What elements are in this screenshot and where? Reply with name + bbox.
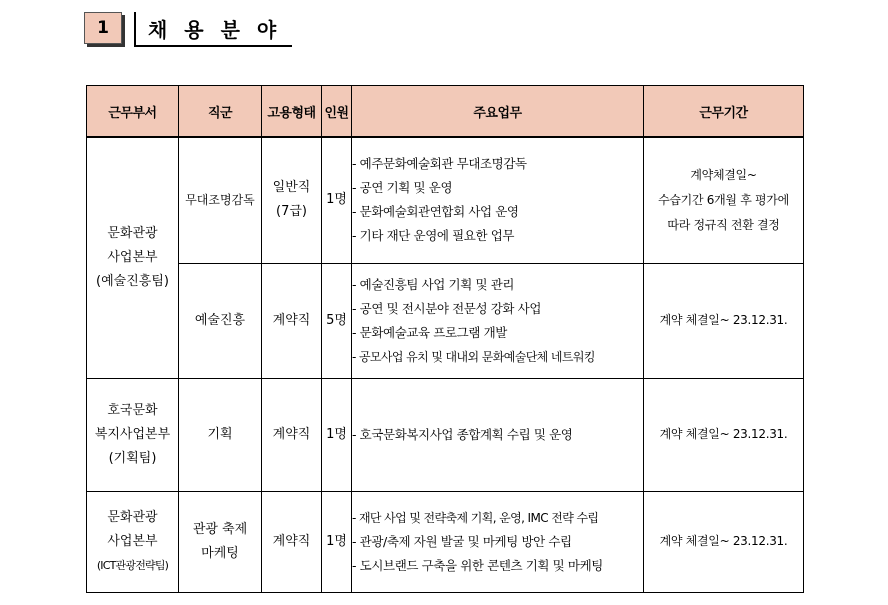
job-line: 기획 — [207, 426, 233, 442]
dept-line: (예술진흥팀) — [96, 273, 169, 289]
task-item: - 공연 기획 및 운영 — [352, 180, 453, 196]
dept-line: 문화관광 — [107, 225, 158, 241]
task-item: - 예주문화예술회관 무대조명감독 — [352, 156, 527, 172]
job-line: 마케팅 — [201, 545, 239, 561]
type-line: (7급) — [276, 204, 307, 220]
period-line: 계약 체결일~ 23.12.31. — [659, 534, 788, 548]
task-item: - 도시브랜드 구축을 위한 콘텐츠 기획 및 마케팅 — [352, 557, 603, 573]
tasks-cell — [352, 263, 644, 378]
header-job: 직군 — [179, 86, 262, 138]
job-cell — [179, 263, 262, 378]
header-count: 인원 — [322, 86, 352, 138]
tasks-cell — [352, 137, 644, 263]
section-title: 채 용 분 야 — [148, 18, 282, 42]
job-cell — [179, 491, 262, 592]
type-cell — [262, 137, 322, 263]
header-dept: 근무부서 — [87, 86, 179, 138]
task-item: - 예술진흥팀 사업 기획 및 관리 — [352, 276, 515, 292]
task-item: - 호국문화복지사업 종합계획 수립 및 운영 — [352, 426, 573, 442]
task-item: - 기타 재단 운영에 필요한 업무 — [352, 228, 515, 244]
task-item: - 문화예술회관연합회 사업 운영 — [352, 204, 519, 220]
period-line: 수습기간 6개월 후 평가에 — [658, 192, 789, 207]
task-item: - 공모사업 유치 및 대내외 문화예술단체 네트워킹 — [352, 349, 595, 364]
period-line: 계약 체결일~ 23.12.31. — [659, 313, 788, 327]
header-tasks: 주요업무 — [352, 86, 644, 138]
count-cell: 1명 — [322, 491, 352, 592]
count-cell: 1명 — [322, 378, 352, 491]
job-cell — [179, 378, 262, 491]
table-row — [87, 378, 804, 491]
tasks-cell — [352, 378, 644, 491]
table-header-row — [87, 86, 804, 138]
dept-line: 사업본부 — [107, 249, 158, 265]
type-cell — [262, 263, 322, 378]
job-line: 무대조명감독 — [185, 193, 255, 208]
dept-line: 복지사업본부 — [94, 426, 171, 442]
dept-line: 문화관광 — [107, 509, 158, 525]
dept-cell — [87, 378, 179, 491]
period-cell — [644, 378, 804, 491]
type-cell — [262, 491, 322, 592]
type-cell — [262, 378, 322, 491]
dept-line: (기획팀) — [108, 450, 157, 466]
dept-line: 사업본부 — [107, 533, 158, 549]
period-line: 따라 정규직 전환 결정 — [667, 217, 780, 232]
task-item: - 재단 사업 및 전략축제 기획, 운영, IMC 전략 수립 — [352, 510, 599, 525]
job-cell — [179, 137, 262, 263]
period-cell — [644, 263, 804, 378]
header-type: 고용형태 — [262, 86, 322, 138]
section-divider — [134, 12, 136, 46]
table-row — [87, 137, 804, 263]
section-underline — [134, 45, 292, 47]
dept-cell — [87, 137, 179, 378]
dept-line: 호국문화 — [107, 402, 158, 418]
type-line: 일반직 — [272, 180, 311, 196]
dept-cell — [87, 491, 179, 592]
task-item: - 문화예술교육 프로그램 개발 — [352, 324, 507, 340]
job-line: 관광 축제 — [192, 521, 248, 537]
type-line: 계약직 — [272, 312, 311, 328]
recruitment-table — [86, 85, 804, 593]
count-cell: 5명 — [322, 263, 352, 378]
section-number: 1 — [84, 12, 122, 44]
tasks-cell — [352, 491, 644, 592]
count-cell: 1명 — [322, 137, 352, 263]
period-line: 계약 체결일~ 23.12.31. — [659, 427, 788, 441]
type-line: 계약직 — [272, 426, 311, 442]
task-item: - 관광/축제 자원 발굴 및 마케팅 방안 수립 — [352, 533, 572, 549]
job-line: 예술진흥 — [194, 312, 246, 328]
table-row — [87, 263, 804, 378]
dept-line: (ICT관광전략팀) — [96, 558, 169, 572]
task-item: - 공연 및 전시분야 전문성 강화 사업 — [352, 300, 542, 316]
table-row — [87, 491, 804, 592]
header-period: 근무기간 — [644, 86, 804, 138]
period-line: 계약체결일~ — [690, 167, 757, 182]
period-cell — [644, 137, 804, 263]
type-line: 계약직 — [272, 533, 311, 549]
period-cell — [644, 491, 804, 592]
